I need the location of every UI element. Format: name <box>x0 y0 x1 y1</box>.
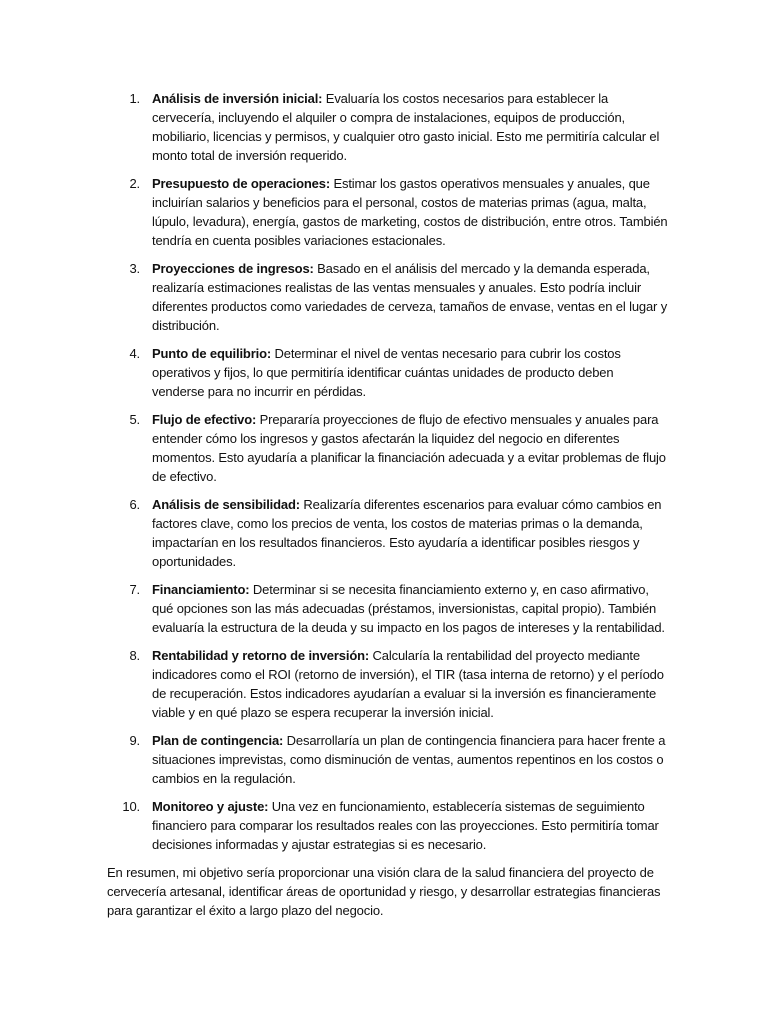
list-item <box>107 344 668 401</box>
item-number: 6. <box>129 497 140 512</box>
item-term: Flujo de efectivo: <box>152 412 257 427</box>
list-item <box>107 410 668 486</box>
item-number: 1. <box>129 91 140 106</box>
item-term: Monitoreo y ajuste: <box>152 799 269 814</box>
item-text: Una vez en funcionamiento, establecería sistemas de seguimiento financiero para comparar los resultados reales con las proyecciones. Esto permitiría tomar decisiones informadas y ajustar estrategias si es necesario. <box>152 799 659 852</box>
item-number: 8. <box>129 648 140 663</box>
item-number: 5. <box>129 412 140 427</box>
item-term: Análisis de inversión inicial: <box>152 91 323 106</box>
list-item <box>107 646 668 722</box>
list-item <box>107 495 668 571</box>
list-item <box>107 174 668 250</box>
item-text: Prepararía proyecciones de flujo de efectivo mensuales y anuales para entender cómo los ingresos y gastos afectarán la liquidez del negocio en diferentes momentos. Esto ayudaría a planificar la financiación adecuada y a evitar problemas de flujo de efectivo. <box>152 412 666 484</box>
item-text: Determinar el nivel de ventas necesario para cubrir los costos operativos y fijos, lo que permitiría identificar cuántas unidades de producto deben venderse para no incurrir en pérdidas. <box>152 346 621 399</box>
item-number: 10. <box>122 799 140 814</box>
item-number: 7. <box>129 582 140 597</box>
item-term: Proyecciones de ingresos: <box>152 261 314 276</box>
item-text: Determinar si se necesita financiamiento externo y, en caso afirmativo, qué opciones son las más adecuadas (préstamos, inversionistas, capital propio). También evaluaría la estructura de la deuda y su impacto en los pagos de intereses y la rentabilidad. <box>152 582 665 635</box>
numbered-list <box>107 89 668 854</box>
item-term: Plan de contingencia: <box>152 733 284 748</box>
item-term: Presupuesto de operaciones: <box>152 176 331 191</box>
item-text: Realizaría diferentes escenarios para evaluar cómo cambios en factores clave, como los precios de venta, los costos de materias primas o la demanda, impactarían en los resultados financieros. Esto ayudaría a identificar posibles riesgos y oportunidades. <box>152 497 662 569</box>
item-term: Análisis de sensibilidad: <box>152 497 300 512</box>
list-item <box>107 259 668 335</box>
item-number: 2. <box>129 176 140 191</box>
item-text: Basado en el análisis del mercado y la demanda esperada, realizaría estimaciones realistas de las ventas mensuales y anuales. Esto podría incluir diferentes productos como variedades de cerveza, tamaños de envase, ventas en el lugar y distribución. <box>152 261 668 333</box>
item-number: 4. <box>129 346 140 361</box>
item-term: Rentabilidad y retorno de inversión: <box>152 648 370 663</box>
list-item <box>107 580 668 637</box>
list-item <box>107 797 668 854</box>
summary-paragraph: En resumen, mi objetivo sería proporcionar una visión clara de la salud financiera del proyecto de cervecería artesanal, identificar áreas de oportunidad y riesgo, y desarrollar estrategias financieras para garantizar el éxito a largo plazo del negocio. <box>107 865 661 918</box>
item-number: 3. <box>129 261 140 276</box>
item-text: Evaluaría los costos necesarios para establecer la cervecería, incluyendo el alquiler o compra de instalaciones, equipos de producción, mobiliario, licencias y permisos, y cualquier otro gasto inicial. Esto me permitiría calcular el monto total de inversión requerido. <box>152 91 660 163</box>
item-text: Desarrollaría un plan de contingencia financiera para hacer frente a situaciones imprevistas, como disminución de ventas, aumentos repentinos en los costos o cambios en la regulación. <box>152 733 666 786</box>
item-term: Punto de equilibrio: <box>152 346 272 361</box>
item-term: Financiamiento: <box>152 582 250 597</box>
list-item <box>107 731 668 788</box>
item-text: Estimar los gastos operativos mensuales y anuales, que incluirían salarios y beneficios para el personal, costos de materias primas (agua, malta, lúpulo, levadura), energía, gastos de marketing, costos de distribución, entre otros. También tendría en cuenta posibles variaciones estacionales. <box>152 176 668 248</box>
item-text: Calcularía la rentabilidad del proyecto mediante indicadores como el ROI (retorno de inversión), el TIR (tasa interna de retorno) y el período de recuperación. Estos indicadores ayudarían a evaluar si la inversión es financieramente viable y en qué plazo se espera recuperar la inversión inicial. <box>152 648 664 720</box>
list-item <box>107 89 668 165</box>
item-number: 9. <box>129 733 140 748</box>
